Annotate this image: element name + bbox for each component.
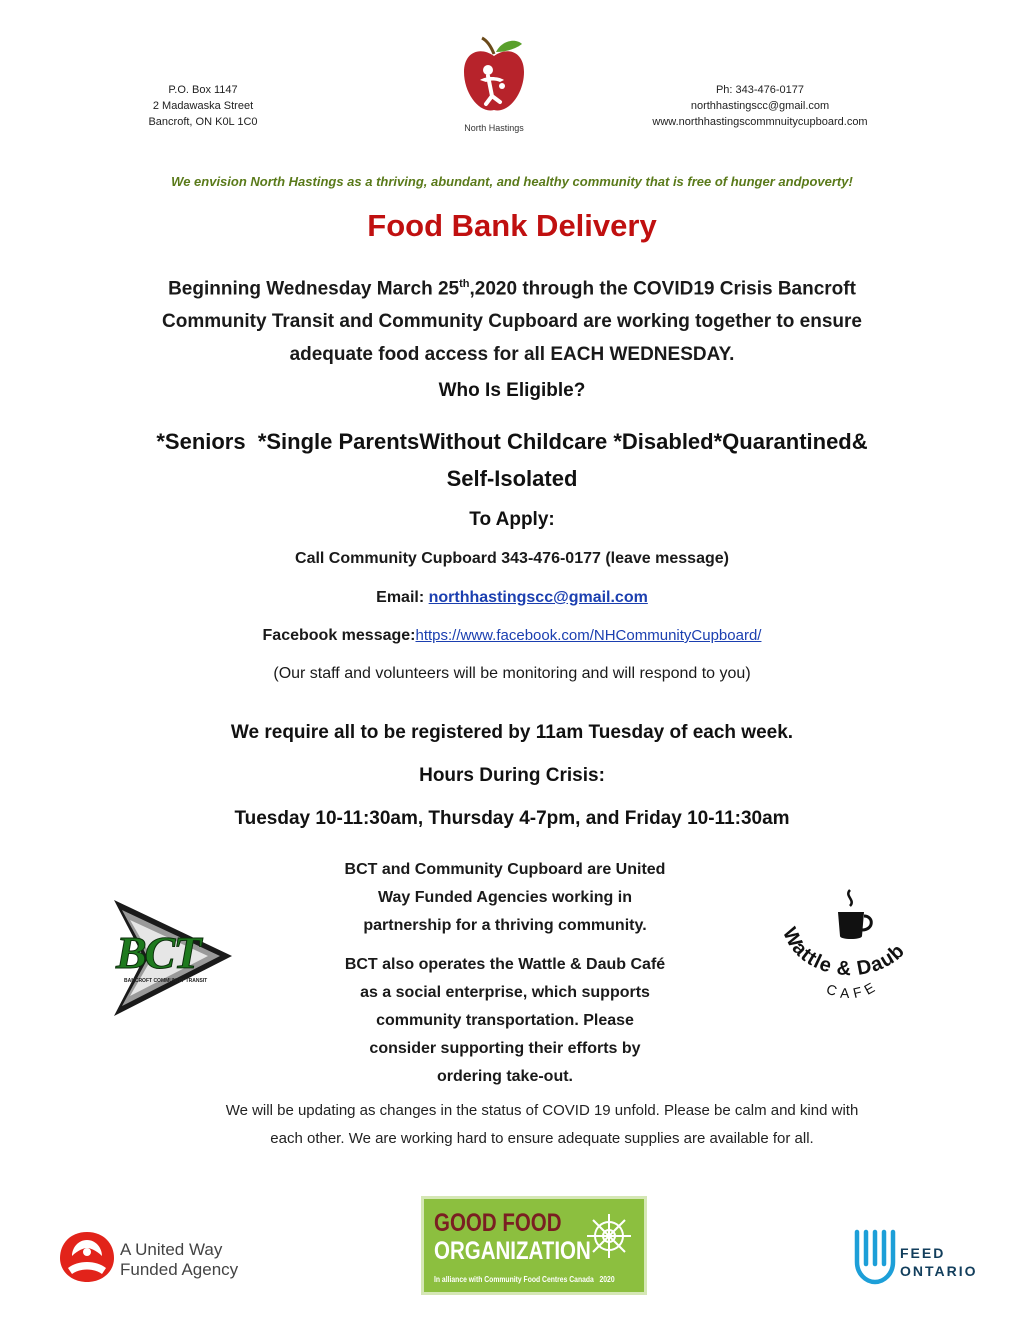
united-way-line-1: A United Way — [120, 1240, 223, 1259]
partnership-p2-line: community transportation. Please — [376, 1012, 634, 1029]
svg-text:CAFE — [824, 977, 881, 1001]
svg-text:Wattle & Daub — [778, 924, 909, 980]
intro-sup: th — [459, 278, 470, 290]
good-food-line-1: GOOD FOOD — [434, 1209, 562, 1237]
closing-line: We will be updating as changes in the status of COVID 19 unfold. Please be calm and kind with — [225, 1102, 859, 1119]
bct-subtitle: BANCROFT COMMUNITY TRANSIT — [124, 978, 208, 984]
wattle-daub-arc-text — [770, 880, 940, 1020]
intro-line-3: adequate food access for all EACH WEDNESDAY. — [289, 344, 735, 366]
snowflake-icon — [584, 1211, 634, 1261]
contact-phone: Ph: 343-476-0177 — [715, 84, 805, 96]
hours-heading: Hours During Crisis: — [419, 765, 605, 786]
address-city: Bancroft, ON K0L 1C0 — [148, 116, 258, 128]
eligibility-line-2: Self-Isolated — [446, 466, 578, 491]
eligibility-list — [0, 423, 1024, 497]
address-po-box: P.O. Box 1147 — [168, 84, 238, 96]
page-title: Food Bank Delivery — [367, 208, 657, 243]
good-food-line-2: ORGANIZATION — [434, 1237, 591, 1265]
partnership-p1-line: partnership for a thriving community. — [363, 917, 647, 934]
united-way-line-2: Funded Agency — [120, 1260, 239, 1279]
intro-line-2: Community Transit and Community Cupboard are working together to ensure — [162, 311, 862, 333]
contact-website: www.northhastingscommnuitycupboard.com — [652, 116, 868, 128]
wattle-main-text: Wattle & Daub — [777, 924, 910, 981]
united-way-text — [120, 1240, 238, 1280]
intro-text — [0, 268, 1024, 371]
partnership-paragraph-2 — [300, 951, 710, 1091]
apply-facebook-row — [0, 627, 1024, 645]
feed-ontario-line-1: FEED — [900, 1245, 946, 1261]
apply-email-row — [0, 589, 1024, 607]
wattle-sub-text: CAFE — [824, 976, 882, 1002]
contact-info — [620, 82, 900, 130]
wattle-daub-logo — [770, 880, 940, 1020]
registration-notice: We require all to be registered by 11am Tuesday of each week. — [230, 722, 794, 743]
email-link[interactable]: northhastingscc@gmail.com — [428, 589, 648, 606]
fork-icon — [852, 1228, 898, 1286]
good-food-title — [434, 1209, 591, 1265]
united-way-icon — [58, 1228, 116, 1284]
good-food-subtitle: In alliance with Community Food Centres Canada 2020 — [434, 1275, 615, 1284]
vision-statement: We envision North Hastings as a thriving, abundant, and healthy community that is free of hunger andpoverty! — [171, 174, 853, 189]
apple-icon — [446, 34, 542, 118]
intro-part2: ,2020 through the COVID19 Crisis Bancroft — [469, 278, 856, 300]
bct-wordmark: BCT — [116, 927, 200, 978]
north-hastings-logo — [446, 34, 542, 133]
logo-label: North Hastings — [464, 123, 524, 133]
apply-note: (Our staff and volunteers will be monitoring and will respond to you) — [273, 665, 751, 682]
partnership-paragraph-1 — [300, 856, 710, 940]
partnership-p1-line: Way Funded Agencies working in — [378, 889, 632, 906]
address-street: 2 Madawaska Street — [152, 100, 254, 112]
apply-call: Call Community Cupboard 343-476-0177 (leave message) — [295, 550, 729, 567]
bct-logo — [108, 898, 236, 1020]
hours-schedule: Tuesday 10-11:30am, Thursday 4-7pm, and Friday 10-11:30am — [234, 808, 790, 829]
feed-ontario-logo — [852, 1228, 992, 1288]
closing-message — [150, 1097, 934, 1153]
facebook-label: Facebook message: — [262, 627, 416, 644]
partnership-p1-line: BCT and Community Cupboard are United — [344, 861, 666, 878]
partnership-p2-line: ordering take-out. — [436, 1068, 573, 1085]
contact-email: northhastingscc@gmail.com — [690, 100, 830, 112]
feed-ontario-line-2: ONTARIO — [900, 1263, 978, 1279]
eligibility-line-1: *Seniors *Single ParentsWithout Childcare *Disabled*Quarantined& — [156, 429, 868, 454]
intro-part1: Beginning Wednesday March 25 — [168, 278, 460, 300]
united-way-logo — [58, 1228, 288, 1288]
good-food-organization-logo — [421, 1196, 647, 1295]
partnership-p2-line: consider supporting their efforts by — [369, 1040, 641, 1057]
eligibility-heading: Who Is Eligible? — [438, 380, 586, 401]
intro-line-1 — [0, 268, 1024, 305]
apply-heading: To Apply: — [469, 509, 555, 530]
facebook-link[interactable]: https://www.facebook.com/NHCommunityCupboard/ — [415, 627, 762, 644]
feed-ontario-text — [900, 1244, 978, 1280]
partnership-p2-line: BCT also operates the Wattle & Daub Café — [344, 956, 666, 973]
mailing-address — [118, 82, 288, 130]
email-label: Email: — [376, 589, 429, 606]
closing-line: each other. We are working hard to ensure adequate supplies are available for all. — [270, 1130, 814, 1147]
partnership-p2-line: as a social enterprise, which supports — [360, 984, 650, 1001]
